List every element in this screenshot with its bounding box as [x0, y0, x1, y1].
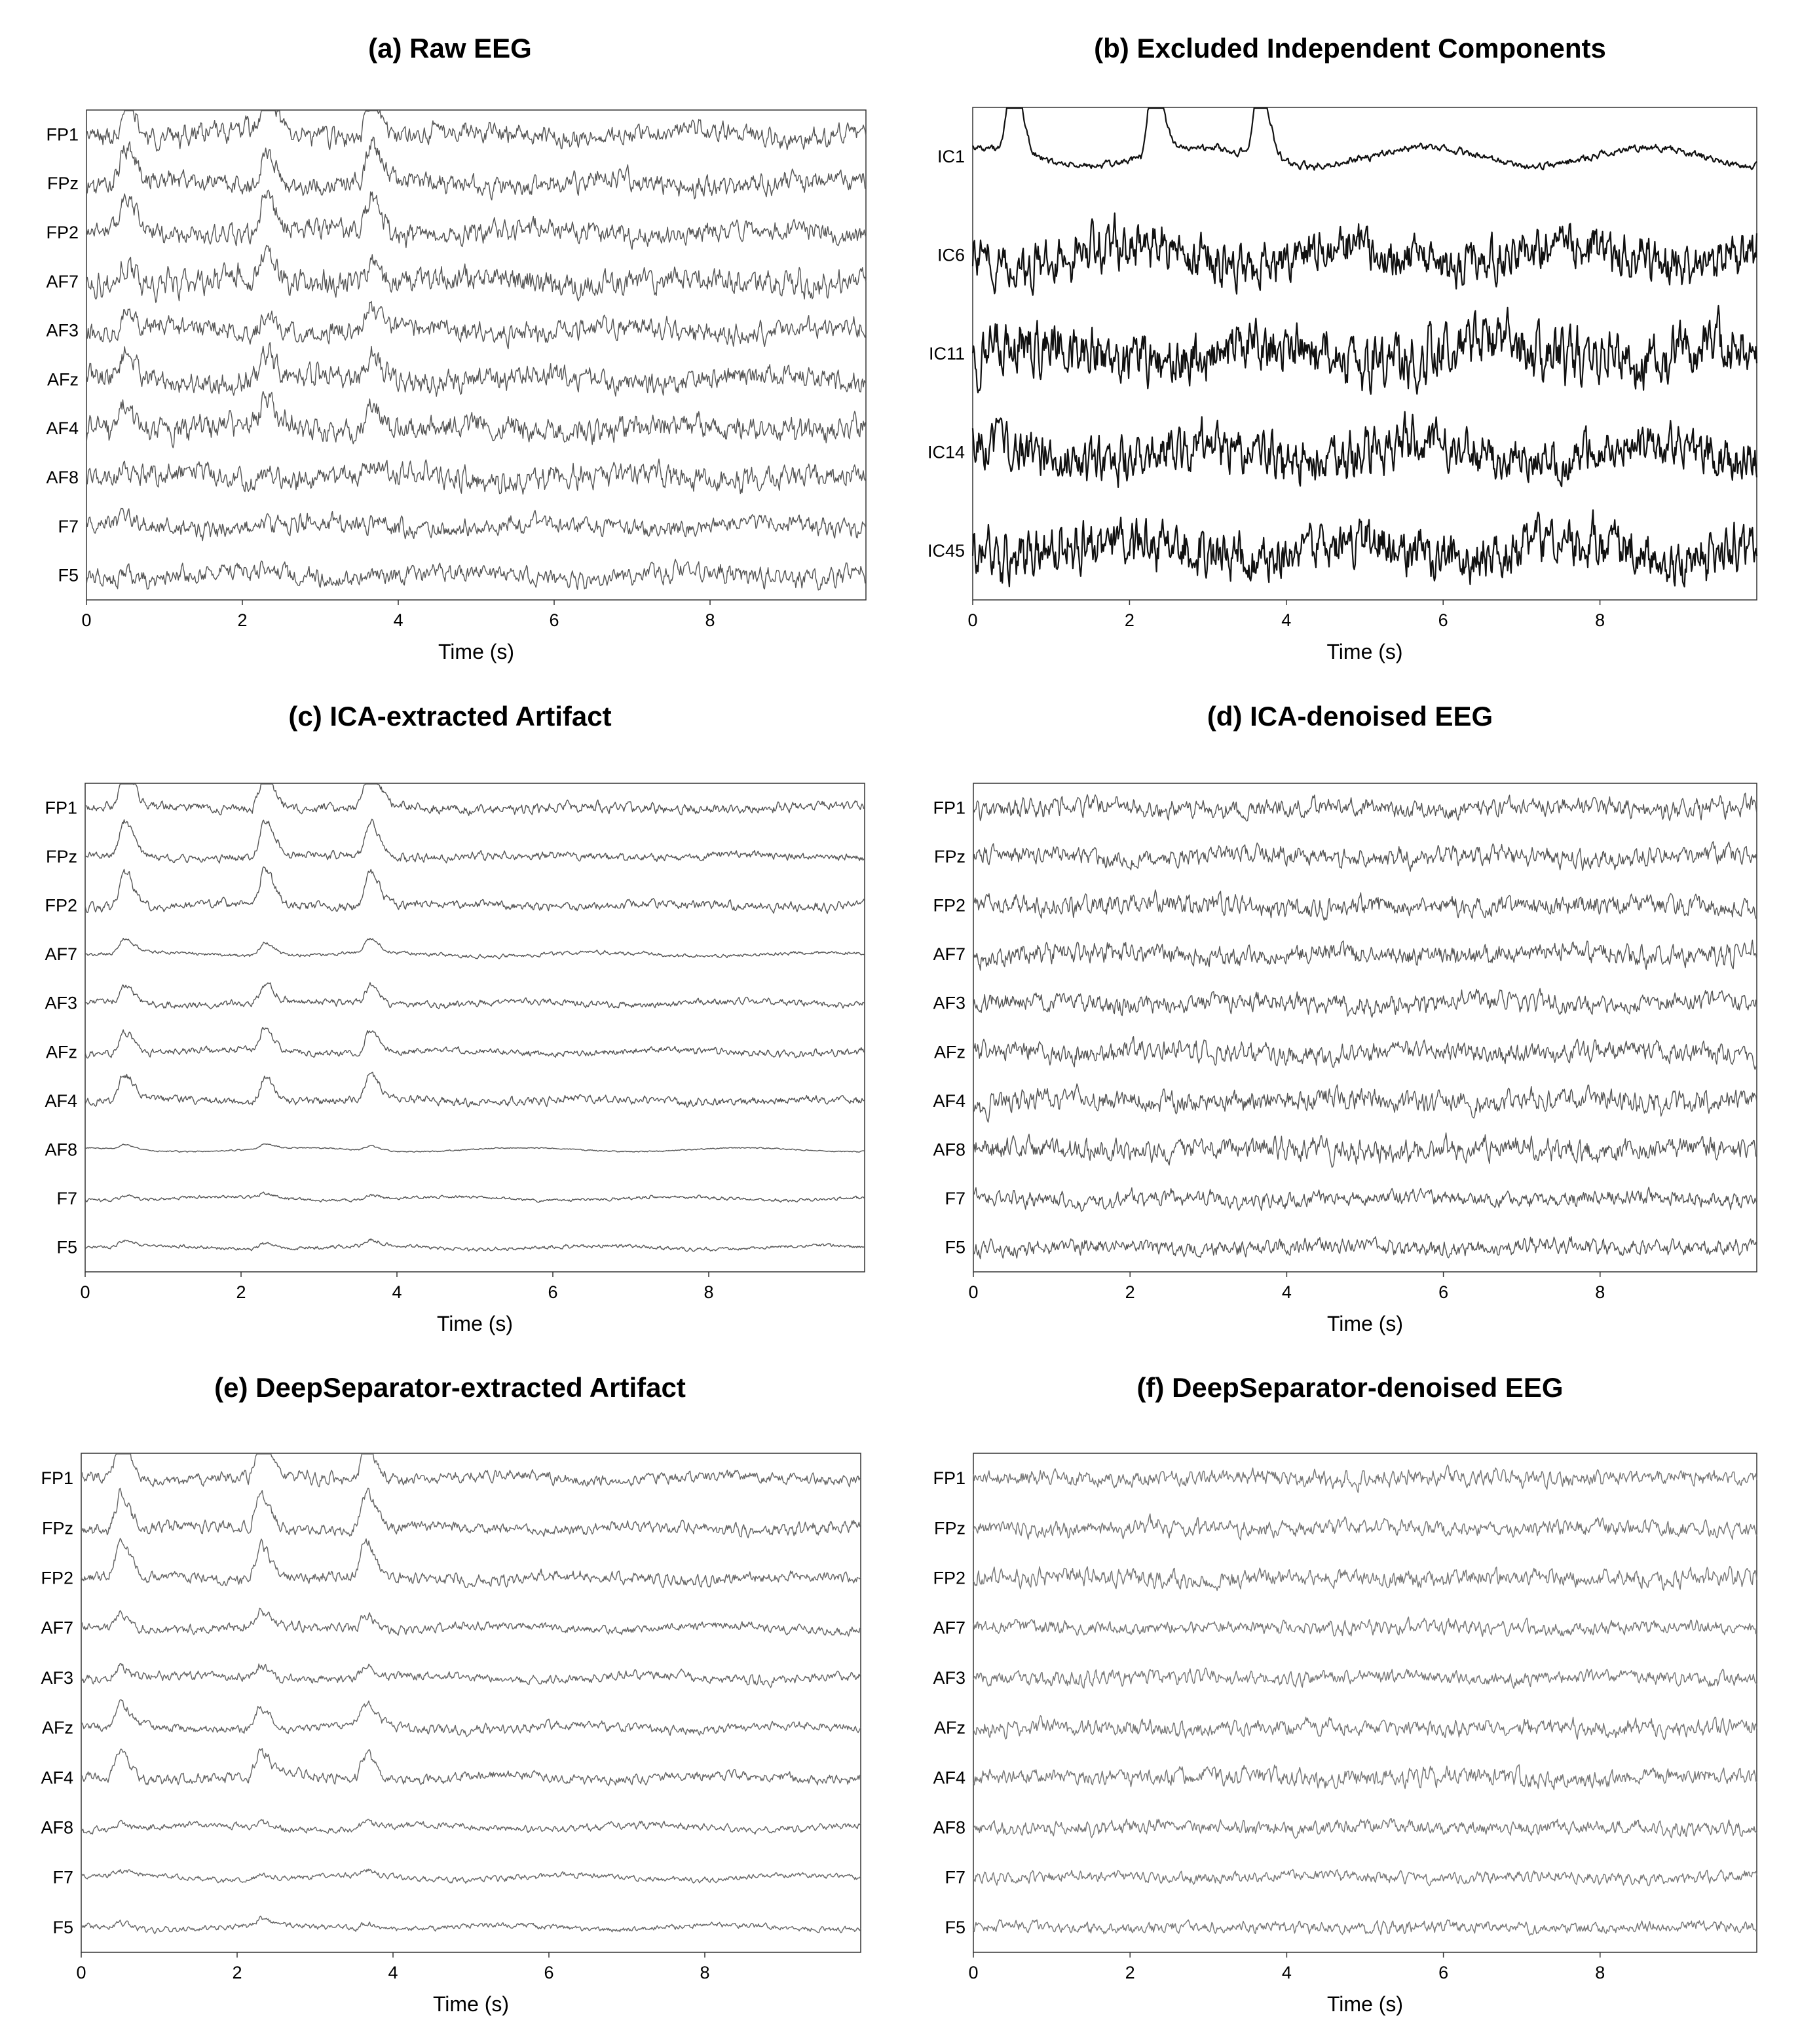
- channel-label-AF7: AF7: [46, 271, 79, 291]
- channel-label-F7: F7: [58, 516, 79, 536]
- channel-label-FP1: FP1: [45, 798, 77, 818]
- trace-AF7: [85, 938, 865, 959]
- channel-label-F7: F7: [945, 1189, 966, 1209]
- trace-AFz: [973, 1037, 1757, 1069]
- x-tick-label: 8: [1595, 1282, 1605, 1302]
- trace-FPz: [81, 1488, 861, 1538]
- trace-FPz: [86, 137, 866, 200]
- channel-label-AF7: AF7: [41, 1618, 73, 1638]
- x-tick-label: 4: [1281, 610, 1292, 630]
- trace-AF4: [85, 1072, 865, 1107]
- channel-label-AF3: AF3: [45, 993, 77, 1013]
- channel-label-IC45: IC45: [927, 540, 965, 561]
- x-tick-label: 8: [700, 1963, 710, 1982]
- trace-FP1: [81, 1454, 861, 1487]
- x-tick-label: 0: [81, 610, 92, 630]
- channel-label-AF8: AF8: [45, 1140, 77, 1160]
- x-tick-label: 4: [388, 1963, 398, 1982]
- chart-title: (e) DeepSeparator-extracted Artifact: [214, 1372, 686, 1403]
- channel-label-AFz: AFz: [41, 1718, 73, 1738]
- channel-label-FPz: FPz: [47, 174, 79, 194]
- channel-label-AF3: AF3: [46, 320, 79, 341]
- channel-label-FP2: FP2: [933, 895, 966, 916]
- x-tick-label: 6: [1438, 610, 1448, 630]
- x-tick-label: 8: [703, 1282, 714, 1302]
- trace-AF4: [86, 392, 866, 448]
- x-tick-label: 0: [967, 610, 978, 630]
- channel-label-FP2: FP2: [933, 1568, 966, 1588]
- x-tick-label: 8: [1595, 1963, 1605, 1982]
- trace-IC11: [973, 306, 1757, 394]
- trace-AF3: [973, 988, 1757, 1017]
- channel-label-AF8: AF8: [41, 1817, 73, 1838]
- trace-F5: [85, 1239, 865, 1252]
- trace-FP2: [973, 1567, 1757, 1591]
- trace-AF7: [973, 940, 1757, 970]
- channel-label-F5: F5: [52, 1917, 73, 1937]
- chart-title: (c) ICA-extracted Artifact: [288, 701, 612, 732]
- channel-label-AF3: AF3: [933, 1667, 966, 1688]
- x-tick-label: 2: [232, 1963, 242, 1982]
- channel-label-AFz: AFz: [45, 1042, 77, 1062]
- channel-label-FPz: FPz: [41, 1518, 73, 1538]
- trace-AF7: [973, 1617, 1757, 1637]
- panel-ica-denoised: [900, 701, 1800, 1349]
- channel-label-FP2: FP2: [45, 895, 77, 916]
- trace-AFz: [81, 1700, 861, 1736]
- trace-FP2: [81, 1538, 861, 1588]
- x-axis-label: Time (s): [1326, 1312, 1404, 1335]
- x-axis-label: Time (s): [438, 640, 515, 663]
- x-tick-label: 0: [80, 1282, 90, 1302]
- channel-label-AF4: AF4: [45, 1090, 77, 1111]
- trace-AF3: [85, 982, 865, 1009]
- trace-AF7: [81, 1608, 861, 1636]
- x-axis-label: Time (s): [436, 1312, 514, 1335]
- x-axis-label: Time (s): [1326, 640, 1403, 663]
- panel-excluded-ics: [900, 33, 1800, 681]
- chart-title: (f) DeepSeparator-denoised EEG: [1136, 1372, 1564, 1403]
- channel-label-AF8: AF8: [933, 1817, 966, 1838]
- channel-label-F5: F5: [945, 1917, 966, 1937]
- trace-AF8: [85, 1144, 865, 1153]
- trace-F7: [85, 1192, 865, 1202]
- x-tick-label: 6: [544, 1963, 554, 1982]
- panel-deepseparator-artifact: [0, 1372, 900, 2027]
- chart-svg: [0, 1372, 900, 2027]
- x-tick-label: 2: [237, 610, 248, 630]
- x-tick-label: 8: [1595, 610, 1605, 630]
- panel-raw-eeg: [0, 33, 900, 681]
- channel-label-F7: F7: [52, 1867, 73, 1887]
- trace-AF8: [973, 1133, 1757, 1168]
- chart-title: (d) ICA-denoised EEG: [1207, 701, 1493, 732]
- x-tick-label: 2: [236, 1282, 246, 1302]
- trace-FP1: [85, 784, 865, 815]
- trace-AF8: [81, 1819, 861, 1834]
- channel-label-FP2: FP2: [46, 223, 79, 242]
- trace-IC14: [973, 412, 1757, 487]
- trace-F5: [973, 1920, 1757, 1935]
- x-tick-label: 2: [1125, 1282, 1135, 1302]
- trace-FP1: [973, 793, 1757, 821]
- trace-FP2: [973, 890, 1757, 921]
- channel-label-IC11: IC11: [928, 344, 965, 363]
- chart-title: (a) Raw EEG: [368, 33, 532, 64]
- trace-AF3: [86, 301, 866, 348]
- channel-label-AFz: AFz: [933, 1042, 966, 1062]
- chart-svg: [0, 701, 900, 1349]
- trace-AF3: [81, 1663, 861, 1688]
- trace-FPz: [973, 1514, 1757, 1540]
- trace-F5: [86, 559, 866, 590]
- trace-F7: [973, 1187, 1757, 1212]
- channel-label-AF4: AF4: [41, 1768, 73, 1788]
- x-tick-label: 2: [1124, 610, 1134, 630]
- x-tick-label: 0: [968, 1282, 979, 1302]
- trace-IC45: [973, 510, 1757, 587]
- plot-frame: [85, 783, 865, 1272]
- channel-label-AF4: AF4: [46, 418, 79, 439]
- x-tick-label: 0: [968, 1963, 979, 1982]
- channel-label-AF7: AF7: [45, 944, 77, 965]
- trace-IC6: [973, 214, 1757, 295]
- trace-F7: [81, 1869, 861, 1884]
- x-tick-label: 4: [392, 1282, 402, 1302]
- channel-label-AFz: AFz: [933, 1718, 966, 1738]
- channel-label-FP1: FP1: [933, 1468, 966, 1489]
- trace-AF4: [81, 1749, 861, 1786]
- channel-label-IC6: IC6: [937, 245, 965, 265]
- x-tick-label: 6: [1438, 1282, 1449, 1302]
- channel-label-FPz: FPz: [933, 846, 966, 866]
- x-tick-label: 4: [1281, 1282, 1292, 1302]
- channel-label-F7: F7: [56, 1189, 77, 1209]
- x-tick-label: 6: [548, 1282, 558, 1302]
- channel-label-AF3: AF3: [933, 993, 966, 1013]
- channel-label-F5: F5: [56, 1237, 77, 1257]
- trace-FP2: [86, 190, 866, 249]
- channel-label-FP2: FP2: [41, 1568, 73, 1588]
- channel-label-FP1: FP1: [46, 124, 79, 145]
- trace-FP2: [85, 867, 865, 914]
- channel-label-AF4: AF4: [933, 1090, 966, 1111]
- trace-AF8: [973, 1819, 1757, 1839]
- x-axis-label: Time (s): [1326, 1992, 1404, 2016]
- trace-AF7: [86, 246, 866, 303]
- channel-label-AF3: AF3: [41, 1667, 73, 1688]
- channel-label-F5: F5: [58, 565, 79, 585]
- x-tick-label: 4: [393, 610, 403, 630]
- channel-label-AF7: AF7: [933, 944, 966, 965]
- trace-AF4: [973, 1765, 1757, 1790]
- panel-deepseparator-denoised: [900, 1372, 1800, 2027]
- trace-AFz: [85, 1028, 865, 1058]
- chart-svg: [900, 33, 1800, 681]
- chart-svg: [0, 33, 900, 681]
- chart-svg: [900, 1372, 1800, 2027]
- trace-AFz: [973, 1716, 1757, 1740]
- trace-F7: [973, 1869, 1757, 1886]
- chart-svg: [900, 701, 1800, 1349]
- channel-label-AF7: AF7: [933, 1618, 966, 1638]
- channel-label-AF4: AF4: [933, 1768, 966, 1788]
- x-tick-label: 2: [1125, 1963, 1135, 1982]
- x-tick-label: 8: [705, 610, 715, 630]
- x-tick-label: 4: [1281, 1963, 1292, 1982]
- trace-AF4: [973, 1084, 1757, 1123]
- x-tick-label: 6: [549, 610, 559, 630]
- trace-AF3: [973, 1668, 1757, 1688]
- channel-label-F5: F5: [945, 1237, 966, 1257]
- channel-label-IC14: IC14: [927, 442, 965, 462]
- x-axis-label: Time (s): [432, 1992, 510, 2016]
- trace-AFz: [86, 343, 866, 396]
- trace-F5: [81, 1916, 861, 1934]
- trace-FPz: [973, 842, 1757, 872]
- trace-FP1: [86, 111, 866, 151]
- x-tick-label: 6: [1438, 1963, 1449, 1982]
- panel-ica-artifact: [0, 701, 900, 1349]
- x-tick-label: 0: [76, 1963, 86, 1982]
- channel-label-FPz: FPz: [45, 846, 77, 866]
- channel-label-IC1: IC1: [937, 147, 965, 167]
- chart-title: (b) Excluded Independent Components: [1094, 33, 1606, 64]
- trace-FP1: [973, 1465, 1757, 1493]
- channel-label-FP1: FP1: [41, 1468, 73, 1489]
- channel-label-AF8: AF8: [933, 1140, 966, 1160]
- channel-label-FPz: FPz: [933, 1518, 966, 1538]
- channel-label-FP1: FP1: [933, 798, 966, 818]
- channel-label-F7: F7: [945, 1867, 966, 1887]
- channel-label-AFz: AFz: [47, 369, 79, 390]
- trace-F7: [86, 508, 866, 540]
- trace-FPz: [85, 819, 865, 863]
- trace-IC1: [973, 108, 1757, 170]
- trace-AF8: [86, 459, 866, 494]
- channel-label-AF8: AF8: [46, 468, 79, 487]
- trace-F5: [973, 1236, 1757, 1259]
